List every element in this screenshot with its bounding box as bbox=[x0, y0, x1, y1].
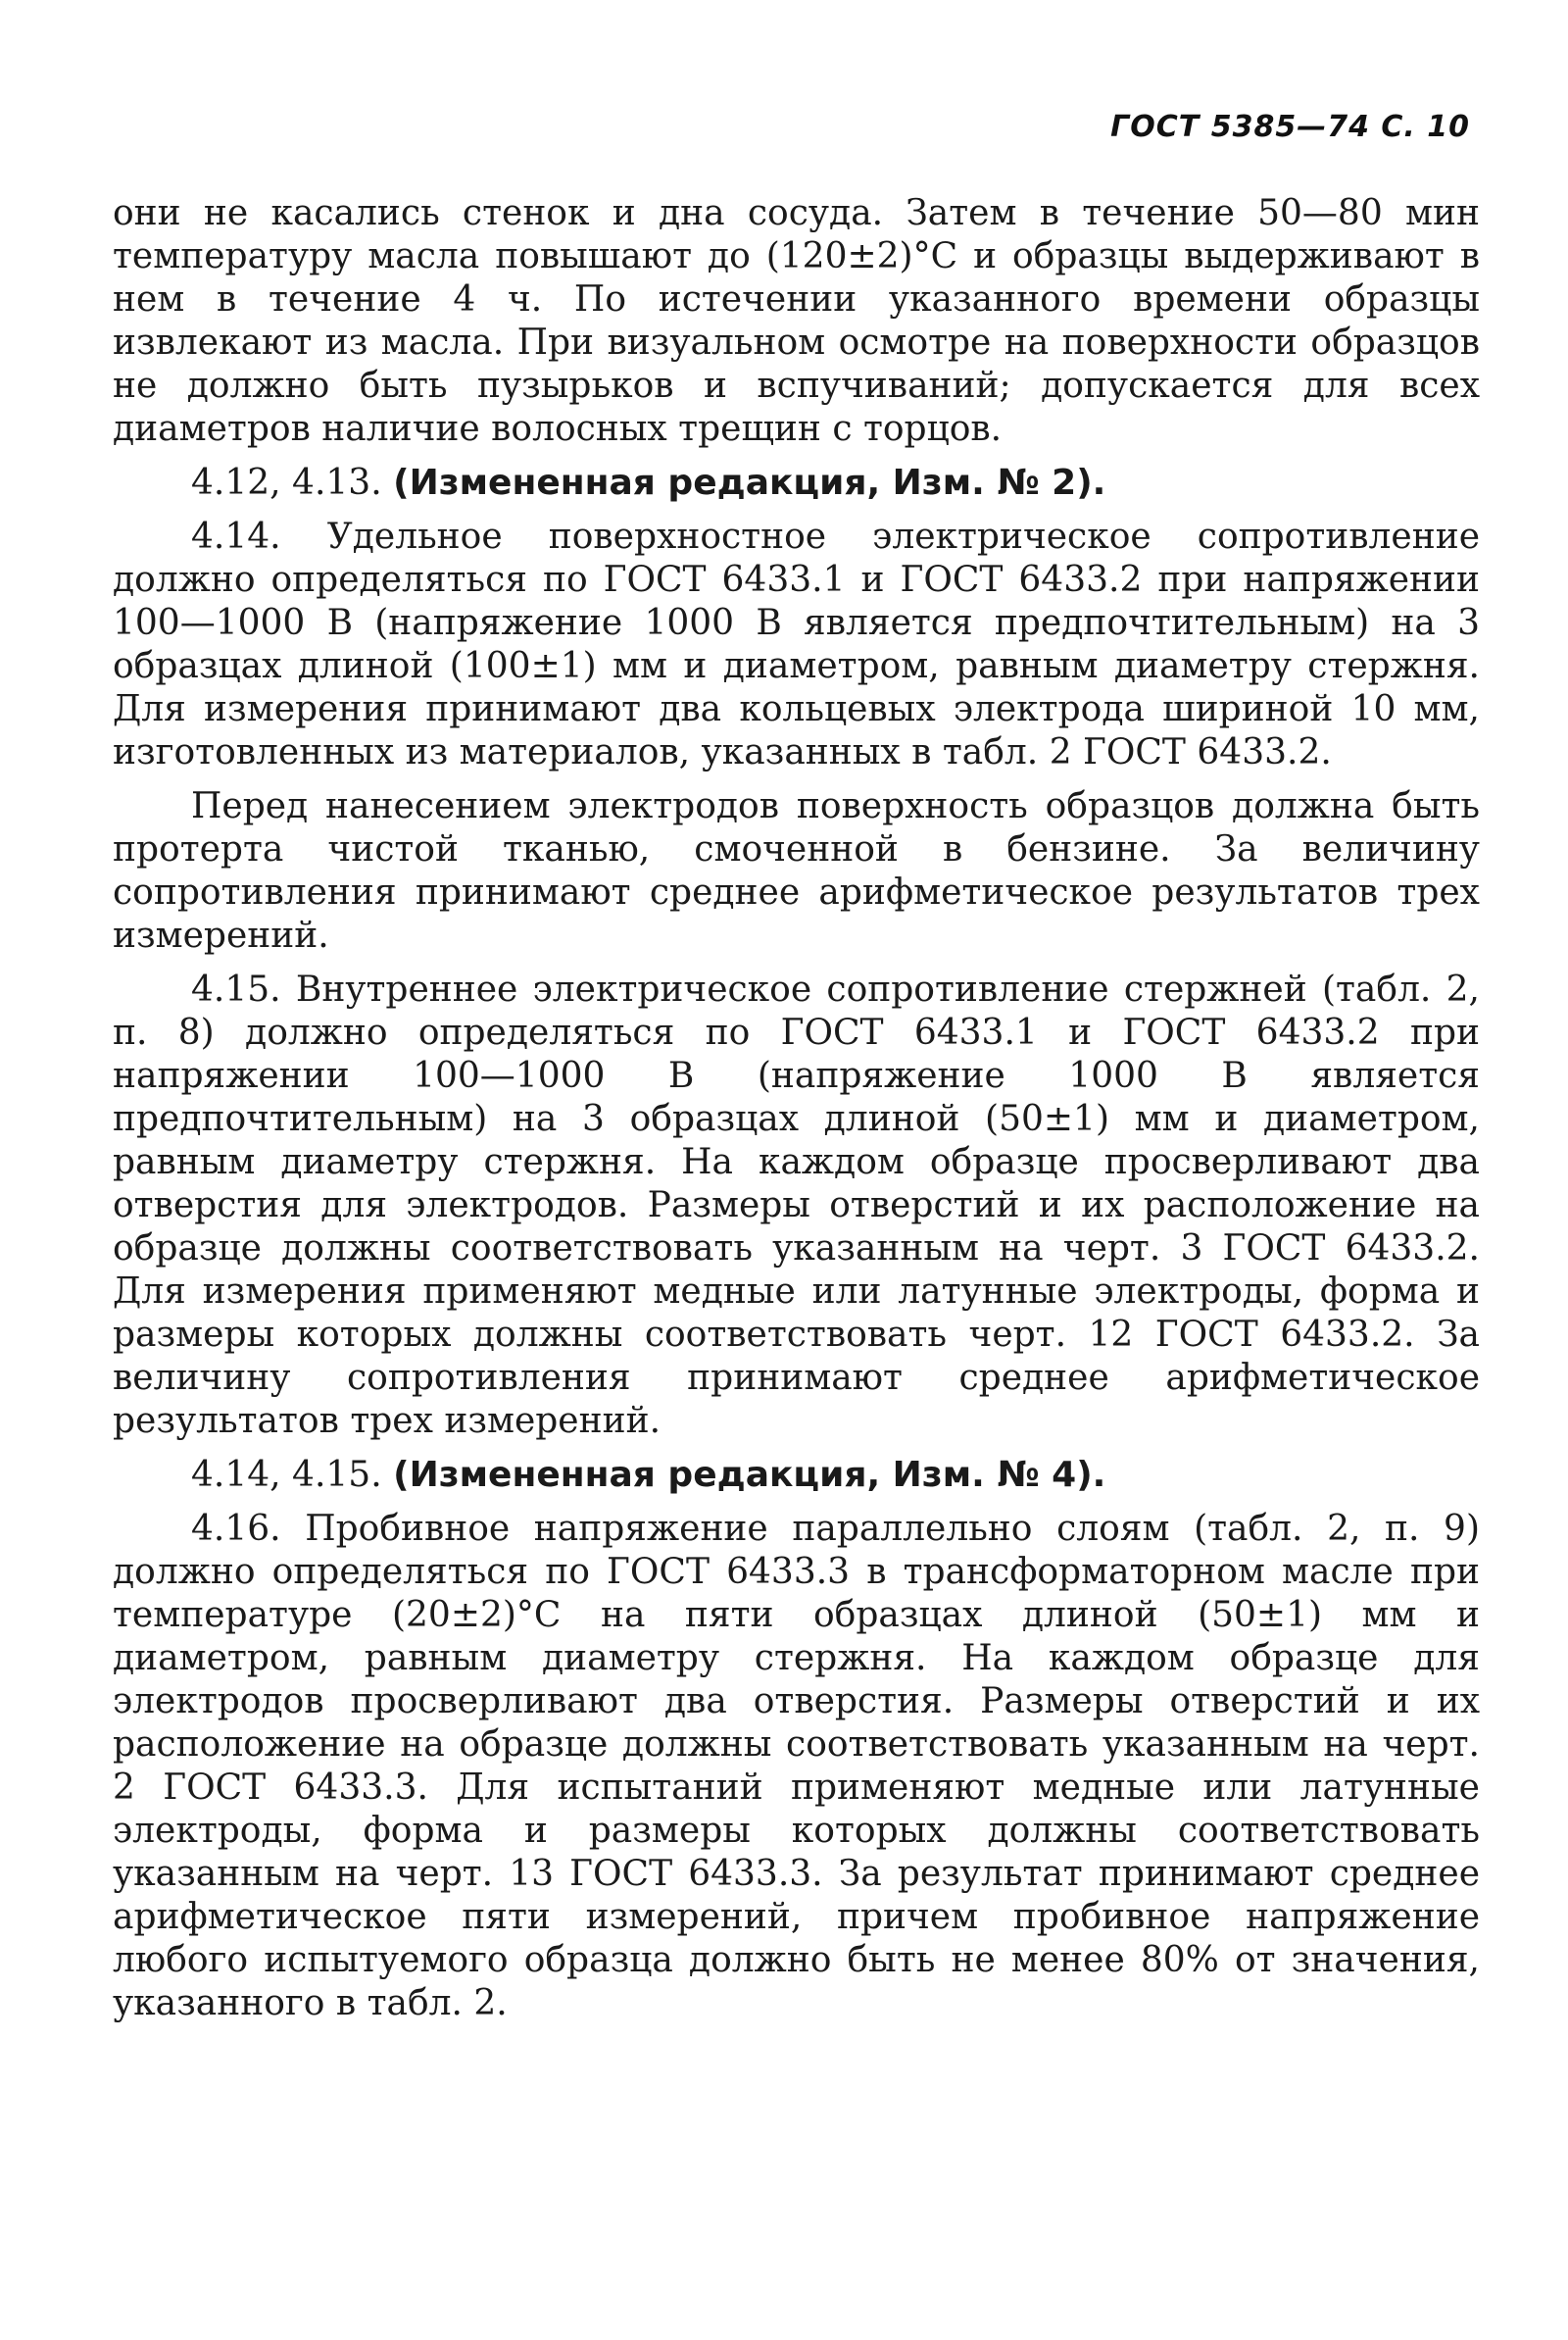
amendment-clause-numbers: 4.14, 4.15. bbox=[191, 1455, 382, 1495]
amendment-note-2 bbox=[113, 462, 1480, 505]
document-body bbox=[113, 192, 1480, 2036]
clause-4-14-continued: Перед нанесением электродов поверхность образцов должна быть протерта чистой тканью, смоченной в бензине. За величину сопротивления принимают среднее арифметическое результатов трех измерений. bbox=[113, 786, 1480, 956]
clause-4-16: 4.16. Пробивное напряжение параллельно слоям (табл. 2, п. 9) должно определяться по ГОСТ 6433.3 в трансформаторном масле при температуре (20±2)°С на пяти образцах длиной (50±1) мм и диаметром, равным диаметру стержня. На каждом образце для электродов просверливают два отверстия. Размеры отверстий и их расположение на образце должны соответствовать указанным на черт. 2 ГОСТ 6433.3. Для испытаний применяют медные или латунные электроды, форма и размеры которых должны соответствовать указанным на черт. 13 ГОСТ 6433.3. За результат принимают среднее арифметическое пяти измерений, причем пробивное напряжение любого испытуемого образца должно быть не менее 80% от значения, указанного в табл. 2. bbox=[113, 1509, 1480, 2023]
amendment-clause-numbers: 4.12, 4.13. bbox=[191, 463, 382, 503]
clause-4-15: 4.15. Внутреннее электрическое сопротивление стержней (табл. 2, п. 8) должно определяться по ГОСТ 6433.1 и ГОСТ 6433.2 при напряжении 100—1000 В (напряжение 1000 В является предпочтительным) на 3 образцах длиной (50±1) мм и диаметром, равным диаметру стержня. На каждом образце просверливают два отверстия для электродов. Размеры отверстий и их расположение на образце должны соответствовать указанным на черт. 3 ГОСТ 6433.2. Для измерения применяют медные или латунные электроды, форма и размеры которых должны соответствовать черт. 12 ГОСТ 6433.2. За величину сопротивления принимают среднее арифметическое результатов трех измерений. bbox=[113, 970, 1480, 1441]
amendment-note-4 bbox=[113, 1454, 1480, 1497]
amendment-text: (Измененная редакция, Изм. № 2). bbox=[393, 463, 1106, 503]
clause-4-14: 4.14. Удельное поверхностное электрическое сопротивление должно определяться по ГОСТ 6433.1 и ГОСТ 6433.2 при напряжении 100—1000 В (напряжение 1000 В является предпочтительным) на 3 образцах длиной (100±1) мм и диаметром, равным диаметру стержня. Для измерения принимают два кольцевых электрода шириной 10 мм, изготовленных из материалов, указанных в табл. 2 ГОСТ 6433.2. bbox=[113, 517, 1480, 772]
amendment-text: (Измененная редакция, Изм. № 4). bbox=[393, 1455, 1106, 1495]
running-header: ГОСТ 5385—74 С. 10 bbox=[1110, 110, 1470, 144]
paragraph-continuation: они не касались стенок и дна сосуда. Затем в течение 50—80 мин температуру масла повышают до (120±2)°С и образцы выдерживают в нем в течение 4 ч. По истечении указанного времени образцы извлекают из масла. При визуальном осмотре на поверхности образцов не должно быть пузырьков и вспучиваний; допускается для всех диаметров наличие волосных трещин с торцов. bbox=[113, 193, 1480, 449]
